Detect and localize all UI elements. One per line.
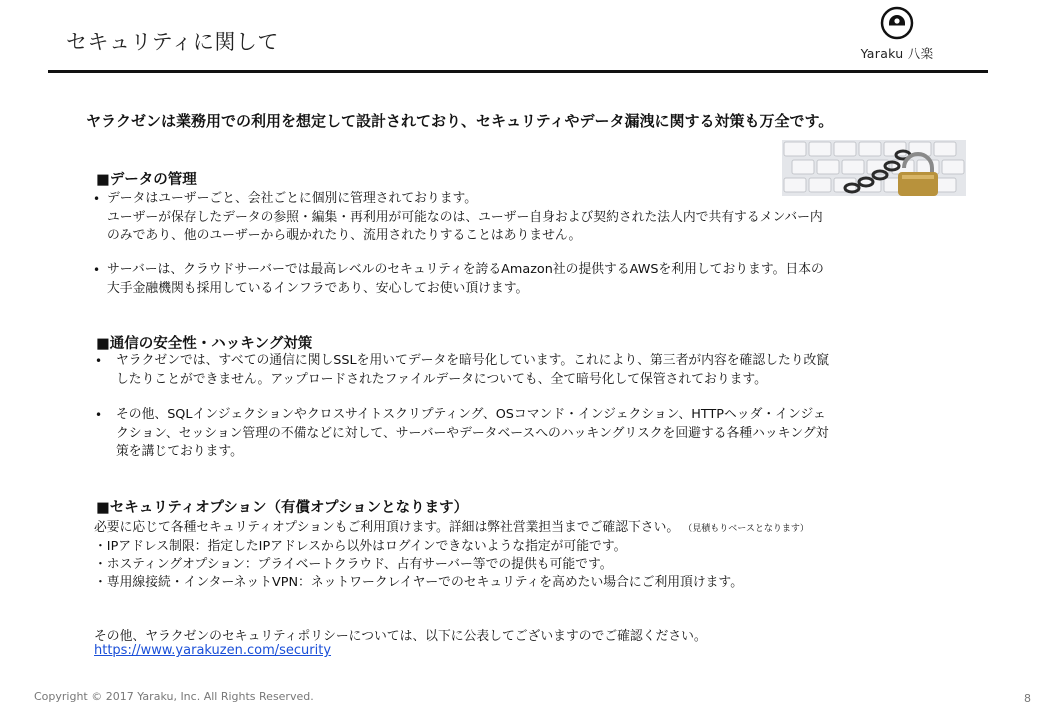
bullet-marker: • [95, 354, 103, 368]
page-number: 8 [1024, 692, 1031, 705]
section-heading-data-management: ■データの管理 [96, 172, 197, 188]
bullet-communication-1: ヤラクゼンでは、すべての通信に関しSSLを用いてデータを暗号化しています。これにより、第三者が内容を確認したり改竄 したりことができません。アップロードされたファイルデータについても、全て暗号化して保管されております。 [116, 353, 830, 387]
bullet-marker: • [95, 408, 103, 422]
bullet-marker: • [93, 192, 101, 206]
headline: ヤラクゼンは業務用での利用を想定して設計されており、セキュリティやデータ漏洩に関する対策も万全です。 [86, 112, 834, 130]
yaraku-logo-icon [880, 6, 914, 40]
options-intro: 必要に応じて各種セキュリティオプションもご利用頂けます。詳細は弊社営業担当までご確認下さい。 （見積もりベースとなります） [94, 520, 809, 535]
company-logo [852, 6, 942, 62]
copyright: Copyright © 2017 Yaraku, Inc. All Rights Reserved. [34, 690, 314, 703]
header-divider [48, 70, 988, 73]
logo-text: Yaraku 八楽 [860, 46, 934, 61]
option-item-hosting: ・ホスティングオプション：プライベートクラウド、占有サーバー等での提供も可能です。 [94, 557, 613, 572]
bullet-data-management-2: サーバーは、クラウドサーバーでは最高レベルのセキュリティを誇るAmazon社の提供するAWSを利用しております。日本の 大手金融機関も採用しているインフラであり、安心してお使い頂けます。 [107, 262, 824, 296]
options-intro-note: （見積もりベースとなります） [683, 524, 809, 534]
section-heading-security-options: ■セキュリティオプション（有償オプションとなります） [96, 500, 469, 516]
option-item-dedicated-line: ・専用線接続・インターネットVPN：ネットワークレイヤーでのセキュリティを高めたい場合にご利用頂けます。 [94, 575, 743, 590]
keyboard-padlock-photo [782, 140, 966, 196]
section-heading-communication-security: ■通信の安全性・ハッキング対策 [96, 336, 313, 352]
page-title: セキュリティに関して [66, 30, 279, 54]
option-item-ip-restriction: ・IPアドレス制限：指定したIPアドレスから以外はログインできないような指定が可能です。 [94, 539, 627, 554]
bullet-communication-2: その他、SQLインジェクションやクロスサイトスクリプティング、OSコマンド・インジェクション、HTTPヘッダ・インジェ クション、セッション管理の不備などに対して、サーバーやデータベースへのハッキングリスクを回避する各種ハッキング対 策を講じております。 [116, 407, 829, 459]
bullet-marker: • [93, 263, 101, 277]
security-policy-link[interactable]: https://www.yarakuzen.com/security [94, 643, 332, 658]
bullet-data-management-1: データはユーザーごと、会社ごとに個別に管理されております。 ユーザーが保存したデータの参照・編集・再利用が可能なのは、ユーザー自身および契約された法人内で共有するメンバー内 のみであり、他のユーザーから覗かれたり、流用されたりすることはありません。 [107, 191, 823, 243]
closing-text: その他、ヤラクゼンのセキュリティポリシーについては、以下に公表してございますのでご確認ください。 [94, 629, 707, 644]
